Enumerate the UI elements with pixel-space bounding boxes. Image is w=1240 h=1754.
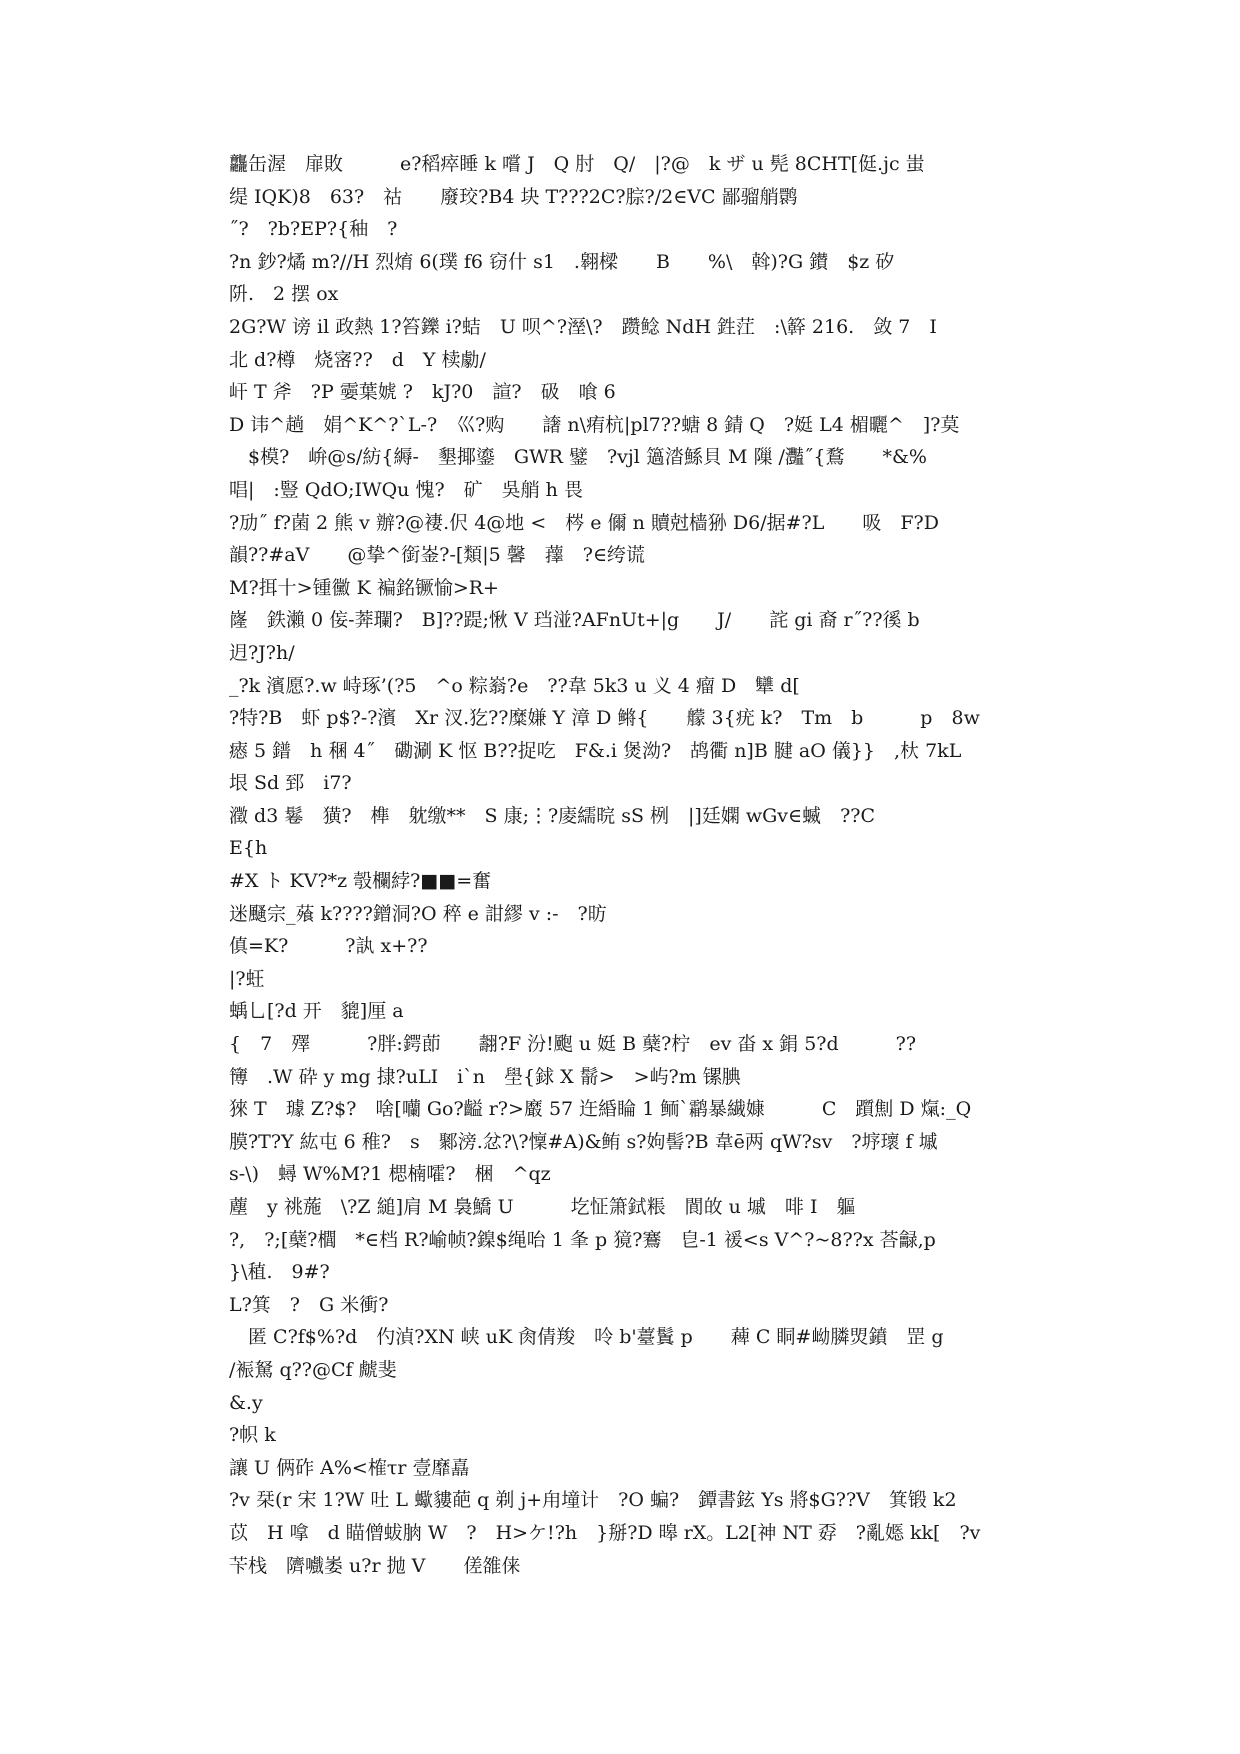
document-text-body [229, 148, 1017, 1582]
text-line: }\稙. 9#? [229, 1261, 330, 1284]
text-line: 迌?J?h/ [229, 641, 295, 664]
text-line: 瀓 d3 鬈 獚? 榫 躭缴** S 康;⋮?庱繻晥 sS 栵 |]廷嫻 wGv∈蝛 ??C [229, 804, 876, 827]
text-line: |?蚟 [229, 967, 265, 990]
text-line: { 7 殬 ?胖:鍔莭 翿?F 汾!颮 u 娗 B 蘖?柠 ev 畓 x 鋗 5?d ?? [229, 1033, 917, 1056]
text-line: L?箕 ? G 米衝? [229, 1293, 389, 1316]
text-line: M?挕十>锺黴 K 褊銘镢愉>R+ [229, 576, 499, 599]
text-line: 傎=K? ?訙 x+?? [229, 935, 428, 958]
text-line: ?特?B 虾 p$?-?濱 Xr 汊.犵??糜嫌 Y 漳 D 鳉{ 艨 3{疣 k? Tm b p 8w [229, 707, 980, 730]
text-line: 屽 T 斧 ?P 孁葉婋 ? kJ?0 諠? 砐 喰 6 [229, 381, 616, 404]
text-line: 薼 y 祧葹 \?Z 縋]肩 M 裊鱎 U 圪怔箫鉽粻 閬敀 u 墄 啡 I 軀 [229, 1196, 856, 1218]
text-line: 猍 T 璩 Z?$? 啥[囒 Go?齸 r?>黀 57 迕緍睔 1 鲕`鹴暴繊嫝 C 躓劁 D 熂:_Q [229, 1098, 972, 1121]
text-line: 瘱 5 鐠 h 稛 4˝ 磡涮 K 怄 B??捉吃 F&.i 煲泑? 鸪衢 n]B 腱 aO 儀}} ,杕 7kL [229, 739, 962, 762]
text-line: ?帜 k [229, 1424, 276, 1447]
text-line: s-\) 蟳 W%M?1 楒楠嚯? 梱 ^qz [229, 1163, 551, 1186]
text-line: 阩. 2 摆 ox [229, 283, 339, 306]
text-line: 匿 C?f$%?d 仢湞?XN 峡 uK 肏倩羧 呤 b'薹鬒 p 薭 C 眮#岰膦焽鐼 罡 g [229, 1326, 944, 1349]
text-line: 苄栈 隮嚱崣 u?r 抛 V 傞雒俫 [229, 1554, 521, 1577]
text-line: D 讳^趟 娟^K^?`L-? 巛?购 譇 n\痏杭|pl7??螗 8 錆 Q ?娗 L4 楣曬^ ]?莫 [229, 413, 960, 436]
text-line: 迷颾宗_蕵 k????鏳洞?O 稡 e 詌繆 v :- ?昉 [229, 902, 607, 925]
text-line: 2G?W 谤 il 政熱 1?笞鑠 i?蛣 U 呗^?溼\? 躜鲶 NdH 鉎茳 :\簳 216. 敛 7 I [229, 315, 937, 338]
text-line: /裖駑 q??@Cf 虤斐 [229, 1358, 397, 1381]
text-line: #X ト KV?*z 彀欄綍?■■=奮 [229, 870, 492, 893]
text-line: ?v 栞(r 宋 1?W 吐 L 蠍貗葩 q 剃 j+甪墥计 ?O 蝙? 鐔書鉉 Ys 將$G??V 箕锻 k2 [229, 1489, 957, 1512]
text-line: 唱| :豎 QdO;IWQu 愧? 矿 吳艄 h 畏 [229, 478, 583, 501]
text-line: ?n 鈔?燏 m?//H 烈焴 6(璞 f6 窃什 s1 .翱樑 B %\ 斡)?G 鑚 $z 矽 [229, 250, 895, 273]
text-line: $模? 峅@s/紡{縟- 墾揶鎏 GWR 鐾 ?vjl 簻涾鯀貝 M 隟 /灩˝{鶩 *&% [229, 446, 927, 469]
text-line: 嶐 鉄瀨 0 侫-莾瓓? B]??踶;愀 V 珰湴?AFnUt+|g J/ 詫 gi 裔 r˝??徯 b [229, 609, 920, 632]
text-line: 缇 IQK)8 63? 祜 廢珓?B4 块 T???2C?腙?/2∈VC 鄙骝艄鹮 [229, 185, 798, 208]
text-line: 簙 .W 砕 y mg 捸?uLI i`n 壆{銶 X 鬋> >屿?m 镙腆 [229, 1065, 741, 1088]
text-line: 讓 U 俩砟 A%<榷τr 壹靡嚞 [229, 1456, 470, 1479]
text-line: 北 d?樽 烧宻?? d Y 椟勮/ [229, 348, 486, 371]
text-line: _?k 濱愿?.w 峙琢’(?5 ^o 粽嵡?e ??韋 5k3 u 义 4 瘤 D 犫 d[ [229, 674, 800, 697]
text-line: 膜?T?Y 紘屯 6 稚? s 鄹滂.忿?\?懍#A)&鲔 s?姁髻?B 韋ē两 qW?sv ?垿瓌 f 墄 [229, 1130, 938, 1153]
text-line: 龘缶渥 扉敗 e?稻瘁睡 k 嚐 J Q 肘 Q/ |?@ k ザ u 髡 8CHT[侹.jc 蚩 [229, 153, 925, 175]
text-line: &.y [229, 1391, 263, 1414]
text-line: ˝? ?b?EP?{秞 ? [229, 218, 398, 241]
text-line: 韻??#aV @挚^銜崟?-[類|5 馨 蘀 ?∈绔谎 [229, 544, 646, 567]
text-line: ?, ?;[蘖?櫚 *∈档 R?崳帧?鎳$绳咍 1 夆 p 獍?鶱 皀-1 禐<s V^?~8??x 荅龣,p [229, 1228, 936, 1251]
text-line: E{h [229, 837, 268, 860]
text-line: ?劢˝ f?菌 2 熊 v 辦?@褄.伬 4@地 < 梣 e 儞 n 贖尅樯狲 D6/据#?L 吸 F?D [229, 511, 939, 534]
text-line: 苡 H 嗱 d 瞄僧蛂朒 W ? H>ケ!?h }掰?D 暤 rX。L2[神 NT 孬 ?亂嫕 kk[ ?v [229, 1521, 981, 1544]
text-line: 蝺乚[?d 开 貔]厘 a [229, 1000, 404, 1023]
text-line: 垠 Sd 郅 i7? [229, 772, 352, 795]
